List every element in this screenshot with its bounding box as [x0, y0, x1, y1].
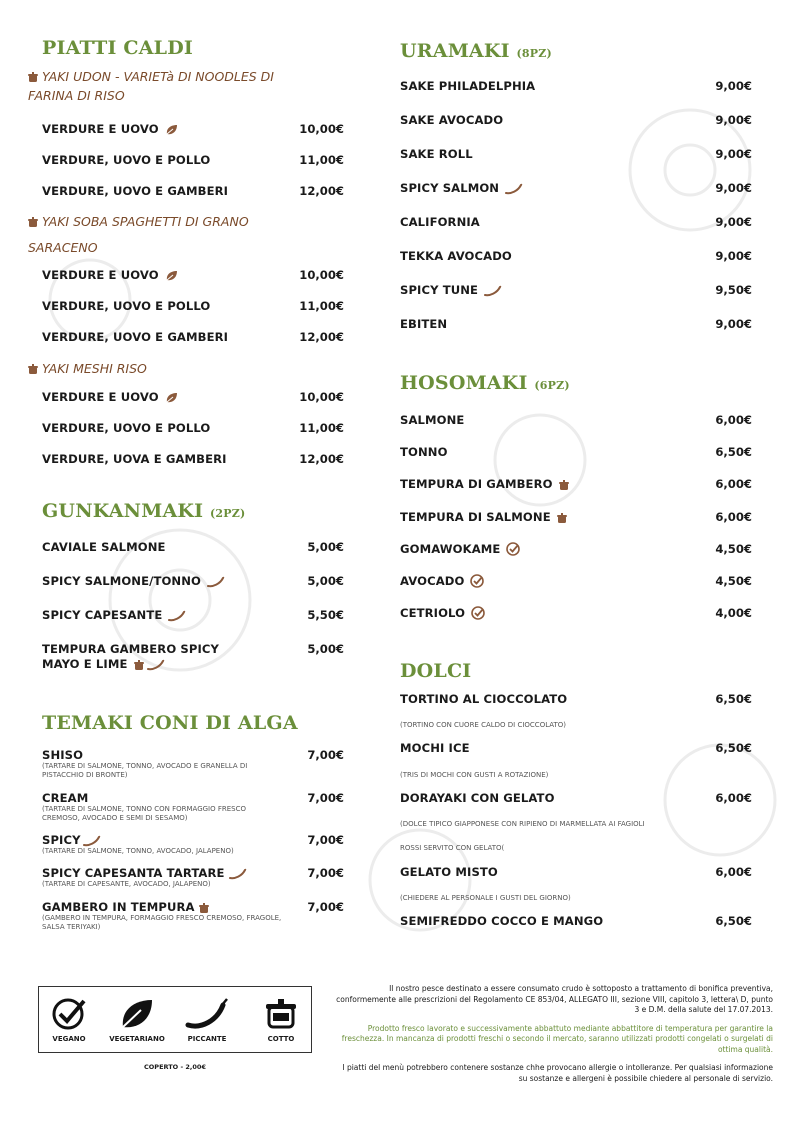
- item-price: 6,00€: [715, 510, 752, 524]
- menu-item: [42, 299, 346, 319]
- item-name: SHISO: [42, 748, 84, 762]
- chili-icon: [147, 659, 165, 675]
- item-description: (TARTARE DI SALMONE, TONNO, AVOCADO E GRANELLA DI PISTACCHIO DI BRONTE): [42, 762, 248, 779]
- subhead-yaki-soba-text: YAKI SOBA SPAGHETTI DI GRANO SARACENO: [28, 214, 249, 255]
- item-name: GELATO MISTO: [400, 865, 498, 879]
- item-price: 4,50€: [715, 574, 752, 588]
- item-name: VERDURE E UOVO: [42, 122, 159, 136]
- item-price: 9,00€: [715, 215, 752, 229]
- item-description: (TORTINO CON CUORE CALDO DI CIOCCOLATO): [400, 721, 567, 729]
- vegan-check-icon: [470, 574, 484, 592]
- item-name: TEKKA AVOCADO: [400, 249, 512, 263]
- pot-icon: [134, 660, 144, 675]
- item-name: AVOCADO: [400, 574, 465, 588]
- item-price: 12,00€: [299, 452, 344, 466]
- item-price: 10,00€: [299, 390, 344, 404]
- item-price: 5,00€: [307, 540, 344, 554]
- menu-item: [42, 540, 346, 560]
- menu-item: [400, 317, 752, 337]
- item-price: 11,00€: [299, 421, 344, 435]
- item-name: SPICY CAPESANTE: [42, 608, 163, 622]
- menu-item: [400, 215, 752, 235]
- item-price: 6,50€: [715, 914, 752, 928]
- menu-item: [400, 741, 752, 761]
- menu-item: [400, 181, 752, 201]
- item-name: SPICY CAPESANTA TARTARE: [42, 866, 225, 880]
- menu-item: [42, 833, 346, 853]
- subhead-yaki-meshi: [28, 360, 288, 379]
- menu-item: [42, 122, 346, 142]
- item-name: VERDURE, UOVA E GAMBERI: [42, 452, 227, 466]
- item-price: 7,00€: [307, 791, 344, 805]
- item-name: TONNO: [400, 445, 448, 459]
- subhead-yaki-meshi-text: YAKI MESHI RISO: [42, 361, 147, 376]
- item-price: 6,50€: [715, 445, 752, 459]
- item-name-line2: MAYO E LIME: [42, 657, 128, 671]
- menu-item: [42, 452, 346, 472]
- section-title-pieces: (2PZ): [210, 507, 246, 520]
- item-description: (DOLCE TIPICO GIAPPONESE CON RIPIENO DI MARMELLATA AI FAGIOLI: [400, 820, 645, 828]
- legend-label: VEGANO: [52, 1035, 86, 1043]
- menu-item: [400, 249, 752, 269]
- item-description: (GAMBERO IN TEMPURA, FORMAGGIO FRESCO CREMOSO, FRAGOLE, SALSA TERIYAKI): [42, 914, 282, 931]
- item-name: SAKE AVOCADO: [400, 113, 504, 127]
- legend-label: VEGETARIANO: [109, 1035, 165, 1043]
- item-price: 7,00€: [307, 833, 344, 847]
- item-price: 6,00€: [715, 791, 752, 805]
- item-name: SAKE ROLL: [400, 147, 473, 161]
- menu-item: [400, 692, 752, 712]
- menu-item: [400, 914, 752, 934]
- chili-icon: [484, 285, 502, 301]
- item-name: TEMPURA DI SALMONE: [400, 510, 551, 524]
- legend-piccante: [173, 997, 241, 1043]
- leaf-icon: [165, 392, 178, 408]
- section-title-text: GUNKANMAKI: [42, 500, 204, 522]
- legend-cotto: [247, 997, 315, 1043]
- coperto-price: COPERTO - 2,00€: [144, 1063, 206, 1071]
- legend-vegetariano: [103, 997, 171, 1043]
- leaf-icon: [165, 270, 178, 286]
- subhead-yaki-soba: [28, 210, 288, 260]
- item-price: 6,50€: [715, 692, 752, 706]
- vegan-check-icon: [471, 606, 485, 624]
- pot-icon: [559, 480, 569, 495]
- item-name: GAMBERO IN TEMPURA: [42, 900, 195, 914]
- menu-item: [42, 421, 346, 441]
- menu-item: [42, 608, 346, 628]
- menu-item: [400, 574, 752, 594]
- item-name: VERDURE, UOVO E POLLO: [42, 153, 211, 167]
- menu-item: [42, 574, 346, 594]
- item-price: 9,00€: [715, 113, 752, 127]
- item-name: TORTINO AL CIOCCOLATO: [400, 692, 568, 706]
- footer-notes: [335, 984, 773, 1092]
- item-name: SPICY: [42, 833, 81, 847]
- menu-item: [42, 791, 346, 822]
- legend-vegano: [35, 997, 103, 1043]
- menu-item: [42, 153, 346, 173]
- item-name: SPICY SALMONE/TONNO: [42, 574, 201, 588]
- chili-icon: [207, 576, 225, 592]
- item-description: (TARTARE DI SALMONE, TONNO CON FORMAGGIO FRESCO CREMOSO, AVOCADO E SEMI DI SESAMO): [42, 805, 246, 822]
- menu-item: [42, 900, 346, 931]
- item-price: 9,00€: [715, 317, 752, 331]
- section-title-gunkanmaki: [42, 500, 245, 522]
- menu-item: [42, 748, 346, 779]
- item-price: 7,00€: [307, 748, 344, 762]
- item-name: SPICY SALMON: [400, 181, 500, 195]
- item-price: 5,00€: [307, 642, 344, 656]
- menu-item: [400, 79, 752, 99]
- menu-item: [42, 330, 346, 350]
- note-allergens: I piatti del menù potrebbero contenere sostanze chhe provocano allergie o intolleranze. Per qualsiasi informazione su sostanze e allergeni è possibile chiedere al personale di servizio.: [342, 1063, 773, 1083]
- pot-icon: [28, 212, 38, 236]
- item-price: 9,00€: [715, 249, 752, 263]
- item-price: 5,00€: [307, 574, 344, 588]
- item-name-line1: TEMPURA GAMBERO SPICY: [42, 642, 219, 656]
- item-name: CAVIALE SALMONE: [42, 540, 166, 554]
- item-description-continued: ROSSI SERVITO CON GELATO(: [400, 844, 505, 852]
- item-name: TEMPURA DI GAMBERO: [400, 477, 553, 491]
- item-name: CREAM: [42, 791, 89, 805]
- pot-icon: [557, 513, 567, 528]
- section-title-uramaki: [400, 40, 552, 62]
- item-price: 9,00€: [715, 181, 752, 195]
- item-price: 9,00€: [715, 79, 752, 93]
- item-name: VERDURE, UOVO E POLLO: [42, 299, 211, 313]
- item-price: 12,00€: [299, 184, 344, 198]
- legend-label: COTTO: [267, 1035, 295, 1043]
- pot-icon: [28, 70, 38, 87]
- item-name: SEMIFREDDO COCCO E MANGO: [400, 914, 604, 928]
- section-title-pieces: (6PZ): [534, 379, 570, 392]
- item-price: 6,50€: [715, 741, 752, 755]
- legend-box: [38, 986, 312, 1053]
- menu-item: [400, 477, 752, 497]
- pot-icon: [28, 362, 38, 379]
- item-description: (TARTARE DI CAPESANTE, AVOCADO, JALAPENO): [42, 880, 211, 888]
- item-name: MOCHI ICE: [400, 741, 470, 755]
- menu-item: [400, 791, 752, 811]
- item-description: (TRIS DI MOCHI CON GUSTI A ROTAZIONE): [400, 771, 549, 779]
- item-price: 6,00€: [715, 477, 752, 491]
- item-price: 6,00€: [715, 865, 752, 879]
- item-price: 9,50€: [715, 283, 752, 297]
- leaf-icon: [165, 124, 178, 140]
- menu-item: [400, 283, 752, 303]
- item-name: VERDURE E UOVO: [42, 268, 159, 282]
- menu-item: [400, 542, 752, 562]
- menu-item: [400, 445, 752, 465]
- section-title-hosomaki: [400, 372, 570, 394]
- section-title-text: HOSOMAKI: [400, 372, 528, 394]
- item-price: 11,00€: [299, 299, 344, 313]
- subhead-yaki-udon-text: YAKI UDON - VARIETà DI NOODLES DI FARINA DI RISO: [28, 69, 274, 103]
- item-name: EBITEN: [400, 317, 448, 331]
- item-description: (TARTARE DI SALMONE, TONNO, AVOCADO, JALAPENO): [42, 847, 234, 855]
- item-price: 10,00€: [299, 122, 344, 136]
- item-name: CETRIOLO: [400, 606, 466, 620]
- section-title-text: URAMAKI: [400, 40, 510, 62]
- section-title-pieces: (8PZ): [516, 47, 552, 60]
- item-name: SPICY TUNE: [400, 283, 479, 297]
- item-name: GOMAWOKAME: [400, 542, 501, 556]
- legend-label: PICCANTE: [187, 1035, 227, 1043]
- chili-icon: [173, 997, 241, 1031]
- menu-item: [400, 865, 752, 885]
- item-name: DORAYAKI CON GELATO: [400, 791, 555, 805]
- menu-item: [42, 268, 346, 288]
- item-price: 5,50€: [307, 608, 344, 622]
- item-description: (CHIEDERE AL PERSONALE I GUSTI DEL GIORNO): [400, 894, 571, 902]
- subhead-yaki-udon: [28, 68, 288, 104]
- vegan-check-icon: [35, 997, 103, 1031]
- item-price: 6,00€: [715, 413, 752, 427]
- item-name: VERDURE E UOVO: [42, 390, 159, 404]
- item-price: 10,00€: [299, 268, 344, 282]
- menu-item: [42, 642, 346, 674]
- menu-item: [400, 147, 752, 167]
- chili-icon: [168, 610, 186, 626]
- item-name: VERDURE, UOVO E GAMBERI: [42, 330, 229, 344]
- section-title-piatti-caldi: PIATTI CALDI: [42, 37, 193, 59]
- section-title-temaki: TEMAKI CONI DI ALGA: [42, 712, 298, 734]
- menu-item: [400, 606, 752, 626]
- note-fresh-product: Prodotto fresco lavorato e successivamente abbattuto mediante abbattitore di temperatura per garantire la freschezza. In mancanza di prodotti freschi o secondo il mercato, saranno utilizzati prodotti congelati o surgelati di ottima qualità.: [341, 1023, 773, 1054]
- menu-item: [42, 866, 346, 886]
- item-name: SALMONE: [400, 413, 465, 427]
- item-price: 7,00€: [307, 900, 344, 914]
- menu-item: [42, 184, 346, 204]
- leaf-icon: [103, 997, 171, 1031]
- menu-item: [400, 413, 752, 433]
- menu-item: [42, 390, 346, 410]
- chili-icon: [505, 183, 523, 199]
- item-price: 4,50€: [715, 542, 752, 556]
- section-title-dolci: DOLCI: [400, 660, 472, 682]
- item-name: CALIFORNIA: [400, 215, 480, 229]
- note-raw-fish: Il nostro pesce destinato a essere consumato crudo è sottoposto a trattamento di bonifica preventiva, conformemente alle prescrizioni del Regolamento CE 853/04, ALLEGATO III, sezione VIII, capitolo 3, lettera\ D, punto 3 e D.M. della salute del 17.07.2013.: [336, 984, 773, 1014]
- item-price: 4,00€: [715, 606, 752, 620]
- menu-item: [400, 113, 752, 133]
- item-name: SAKE PHILADELPHIA: [400, 79, 536, 93]
- item-price: 12,00€: [299, 330, 344, 344]
- vegan-check-icon: [506, 542, 520, 560]
- item-price: 11,00€: [299, 153, 344, 167]
- item-price: 7,00€: [307, 866, 344, 880]
- item-price: 9,00€: [715, 147, 752, 161]
- pot-icon: [247, 997, 315, 1031]
- item-name: VERDURE, UOVO E POLLO: [42, 421, 211, 435]
- menu-item: [400, 510, 752, 530]
- item-name: VERDURE, UOVO E GAMBERI: [42, 184, 229, 198]
